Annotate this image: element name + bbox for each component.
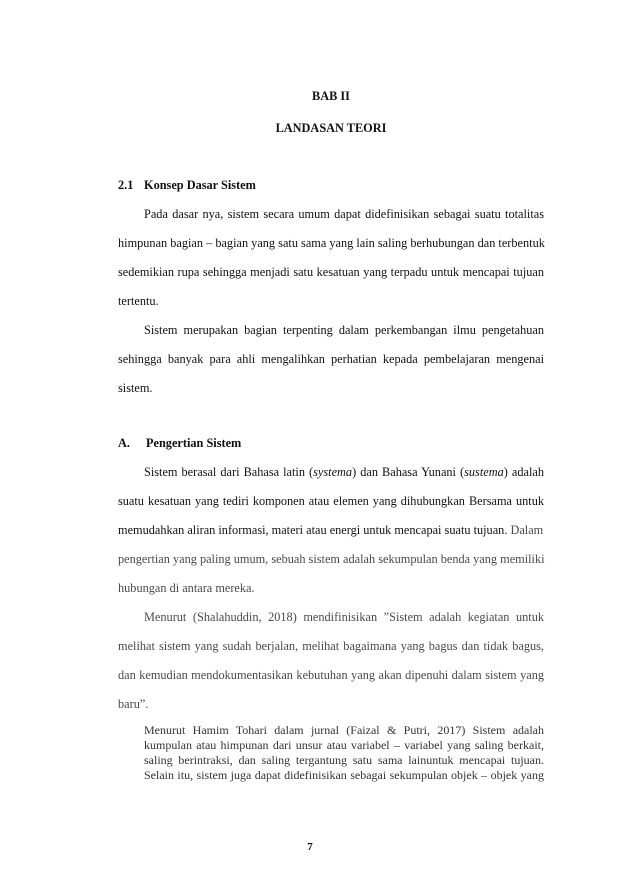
sa-p1-line-2: suatu kesatuan yang tediri komponen atau elemen yang dihubungkan Bersama untuk: [118, 494, 544, 508]
section-2-1-heading: [118, 177, 544, 193]
sa-p1-l1-b: systema: [313, 465, 353, 479]
sa-p1-l1-d: sustema: [464, 465, 504, 479]
page-number: 7: [307, 841, 313, 853]
sa-p2-line-1: Menurut (Shalahuddin, 2018) mendifinisikan ”Sistem adalah kegiatan untuk: [144, 610, 544, 624]
section-a-heading: [118, 435, 544, 451]
quote-line-2: kumpulan atau himpunan dari unsur atau variabel – variabel yang saling berkait,: [144, 738, 544, 752]
sa-p2-line-3: dan kemudian mendokumentasikan kebutuhan yang akan dipenuhi dalam sistem yang: [118, 668, 544, 682]
section-2-1-number: 2.1: [118, 178, 134, 192]
sa-p1-l1-c: ) dan Bahasa Yunani (: [352, 465, 465, 479]
quote-line-4: Selain itu, sistem juga dapat didefinisikan sebagai sekumpulan objek – objek yang: [144, 768, 544, 782]
sa-p1-line-3: [118, 522, 544, 538]
s21-p2-line-1: Sistem merupakan bagian terpenting dalam perkembangan ilmu pengetahuan: [144, 323, 544, 337]
chapter-label: BAB II: [312, 89, 350, 103]
sa-p1-line-1: [144, 464, 544, 480]
sa-p2-line-4: baru”.: [118, 697, 149, 711]
sa-p1-l3-b: Dalam: [507, 523, 544, 537]
s21-p1-line-2: himpunan bagian – bagian yang satu sama yang lain saling berhubungan dan terbentuk: [118, 236, 545, 250]
sa-p1-l1-e: ) adalah: [503, 465, 544, 479]
s21-p1-line-3: sedemikian rupa sehingga menjadi satu kesatuan yang terpadu untuk mencapai tujuan: [118, 265, 544, 279]
sa-p1-l1-a: Sistem berasal dari Bahasa latin (: [144, 465, 314, 479]
sa-p1-line-5: hubungan di antara mereka.: [118, 581, 255, 595]
section-a-title: Pengertian Sistem: [146, 436, 242, 450]
quote-line-1: Menurut Hamim Tohari dalam jurnal (Faizal & Putri, 2017) Sistem adalah: [144, 723, 544, 737]
s21-p1-line-4: tertentu.: [118, 294, 159, 308]
sa-p2-line-2: melihat sistem yang sudah berjalan, melihat bagaimana yang bagus dan tidak bagus,: [118, 639, 544, 653]
sa-p1-line-4: pengertian yang paling umum, sebuah sistem adalah sekumpulan benda yang memiliki: [118, 552, 545, 566]
sa-p1-l3-a: memudahkan aliran informasi, materi atau energi untuk mencapai suatu tujuan.: [118, 523, 508, 537]
section-2-1-title: Konsep Dasar Sistem: [144, 178, 256, 192]
s21-p2-line-2: sehingga banyak para ahli mengalihkan perhatian kepada pembelajaran mengenai: [118, 352, 544, 366]
quote-line-3: saling berintraksi, dan saling tergantung satu sama lainuntuk mencapai tujuan.: [144, 753, 544, 767]
chapter-title: LANDASAN TEORI: [275, 121, 387, 135]
section-a-number: A.: [118, 436, 130, 450]
s21-p2-line-3: sistem.: [118, 381, 153, 395]
s21-p1-line-1: Pada dasar nya, sistem secara umum dapat didefinisikan sebagai suatu totalitas: [144, 207, 544, 221]
